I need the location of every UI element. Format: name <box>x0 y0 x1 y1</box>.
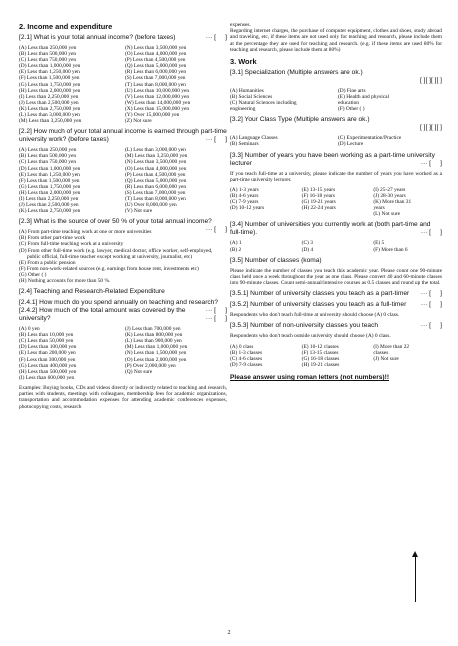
option-item: (B) Social Sciences <box>230 94 273 101</box>
question-3-5-note: Please indicate the number of classes you teach this academic year. Please count one 90-minute class held once a week throughout the year as one class. Please convert 40 and 60-minute classes into 90-minute classes. Count semi-annual/intensive courses as 0.5 classes and round up the total. <box>230 267 442 287</box>
option-item: (F) Other ( ) <box>338 106 365 113</box>
option-item: (G) Less than 1,750,000 yen <box>19 183 81 190</box>
option-item: (A) Language Classes <box>230 135 278 142</box>
option-item: (C) Natural Sciences including <box>230 100 297 107</box>
option-item: (D) 4 <box>301 246 314 253</box>
question-2-2-options <box>19 147 227 214</box>
option-item: (B) From other part-time work <box>19 235 86 242</box>
option-item: (Y) Over 15,000,000 yen <box>125 112 180 119</box>
option-item: (G) 16-18 classes <box>301 355 340 362</box>
option-item: (K) More than 31 <box>373 199 412 206</box>
left-column <box>19 22 227 414</box>
option-item: (D) 7-9 classes <box>230 361 263 368</box>
question-3-5-3-note: Respondents who don't teach outside university should choose (A) 0 class. <box>230 333 391 340</box>
option-item: (C) Less than 50,000 yen <box>19 338 74 345</box>
option-item: (F) More than 6 <box>373 246 408 253</box>
option-item: engineering <box>230 106 256 113</box>
option-item: (E) Less than 1,250,000 yen <box>19 69 80 76</box>
option-item: (B) Seminars <box>230 141 259 148</box>
answer-box-multi[interactable]: [ ][ ][ ][ ] <box>420 124 442 132</box>
option-item: (O) Less than 2,000,000 yen <box>125 356 187 363</box>
examples-text: Examples: Buying books, CDs and videos directly or indirectly related to teaching and research, parties with students, meetings with colleagues, membership fees for academic organizations, transportation and accommodation expenses for attending academic conferences expenses, photocopying costs, research <box>19 384 227 410</box>
option-item: (B) 1-3 classes <box>230 349 263 356</box>
option-item: (Z) Not sure <box>125 118 152 125</box>
option-item: (C) From full-time teaching work at a university <box>19 241 124 248</box>
option-item: (A) 1-3 years <box>230 186 259 193</box>
option-item: (P) Over 2,000,000 yen <box>125 362 176 369</box>
option-item: (C) Less than 750,000 yen <box>19 57 77 64</box>
option-item: (C) Experimentation/Practice <box>338 135 402 142</box>
right-column <box>230 22 442 381</box>
question-3-5-2-note: Respondents who don't teach full-time at university should choose (A) 0 class. <box>230 312 400 319</box>
option-item: (H) Less than 500,000 yen <box>19 368 77 375</box>
option-item <box>125 375 227 381</box>
option-item: (F) 13-15 classes <box>301 349 339 356</box>
option-item: (A) Humanities <box>230 88 264 95</box>
question-3-5-options <box>230 344 442 368</box>
option-item: (N) Less than 3,500,000 yen <box>125 159 187 166</box>
answer-box[interactable]: ··· [ ] <box>420 322 442 330</box>
option-item: (L) Less than 900,000 yen <box>125 338 182 345</box>
option-item: (N) Less than 1,500,000 yen <box>125 350 187 357</box>
option-item: (B) 4-6 years <box>230 193 259 200</box>
option-item: (B) Less than 10,000 yen <box>19 332 74 339</box>
question-3-5-1: [3.5.1] Number of university classes you teach as a part-timer ··· [ ] <box>230 290 442 298</box>
option-item: (Q) Less than 5,000,000 yen <box>125 63 187 70</box>
option-item: (J) Less than 2,500,000 yen <box>19 202 79 209</box>
section-title-income: 2. Income and expenditure <box>19 22 113 31</box>
question-3-2: [3.2] Your Class Type (Multiple answers are ok.) <box>230 116 370 124</box>
option-item: (D) Less than 1,000,000 yen <box>19 63 81 70</box>
option-item: (Q) Not sure <box>125 368 153 375</box>
option-item: (B) Less than 500,000 yen <box>19 51 77 58</box>
option-item: (B) 2 <box>230 246 242 253</box>
option-item: (G) 19-21 years <box>301 199 336 206</box>
option-item: (L) Less than 3,000,000 yen <box>19 112 80 119</box>
answer-box[interactable]: ··· [ ] <box>420 290 442 298</box>
question-3-1: [3.1] Specialization (Multiple answers are ok.) <box>230 69 363 77</box>
option-item: (V) Not sure <box>125 208 153 215</box>
option-item: (A) 1 <box>230 240 242 247</box>
option-item: (G) Other ( ) <box>19 271 47 278</box>
option-item: (M) Less than 1,000,000 yen <box>125 344 188 351</box>
section-title-classes: [3.5] Number of classes (koma) <box>230 256 322 264</box>
option-item <box>302 211 371 217</box>
question-3-5-3: [3.5.3] Number of non-university classes you teach ··· [ ] <box>230 322 442 330</box>
option-item: (K) Less than 2,750,000 yen <box>19 208 81 215</box>
option-item <box>373 362 442 368</box>
option-item: (M) Less than 3,250,000 yen <box>125 153 188 160</box>
page-number: 2 <box>227 630 231 636</box>
option-item: (U) Less than 10,000,000 yen <box>125 87 190 94</box>
option-item: (I) Less than 2,250,000 yen <box>19 93 79 100</box>
answer-box[interactable]: ··· [ ] <box>205 226 227 234</box>
option-item: (R) Less than 6,000,000 yen <box>125 183 187 190</box>
question-2-4-1: [2.4.1] How much do you spend annually on teaching and research? ··· [ ] <box>19 299 227 315</box>
option-item: (H) 22-24 years <box>301 205 336 212</box>
option-item: (F) Less than 300,000 yen <box>19 356 76 363</box>
question-2-2: [2.2] How much of your total annual income is earned through part-time university work? (before taxes) ··· [ ] <box>19 128 227 144</box>
option-item: (E) 5 <box>373 240 385 247</box>
option-item: (U) Over 8,000,000 yen <box>125 202 177 209</box>
option-item: (E) Health and physical <box>338 94 390 101</box>
option-item: (A) From part-time teaching work at one or more universities <box>19 229 152 236</box>
option-item: (O) Less than 4,000,000 yen <box>125 165 187 172</box>
option-item: (H) Nothing accounts for more than 50 %. <box>19 278 111 284</box>
option-item: (A) 0 class <box>230 343 254 350</box>
question-3-4-options <box>230 240 442 252</box>
question-3-3-note: If you teach full-time at a university, please indicate the number of years you have worked as a part-time university lecturer. <box>230 170 442 183</box>
option-item: (L) Not sure <box>373 211 400 218</box>
question-2-3: [2.3] What is the source of over 50 % of your total annual income? ··· [ ] <box>19 218 227 234</box>
option-item: (C) Less than 750,000 yen <box>19 159 77 166</box>
option-item: (B) Less than 500,000 yen <box>19 153 77 160</box>
option-item: (F) Less than 1,500,000 yen <box>19 177 80 184</box>
option-item <box>230 211 299 217</box>
option-item: (F) 16-18 years <box>301 193 335 200</box>
question-3-3-options <box>230 187 442 217</box>
answer-box[interactable]: ··· [ ] <box>420 301 442 309</box>
answer-box-multi[interactable]: [ ][ ][ ][ ] <box>420 77 442 85</box>
option-item: (E) From a public pension <box>19 259 76 266</box>
question-2-1-options <box>19 45 227 124</box>
answer-box[interactable]: ··· [ ] <box>205 315 227 323</box>
answer-box[interactable]: ··· [ ] <box>420 159 442 167</box>
question-3-4: [3.4] Number of universities you currently work at (both part-time and full-time). ··· [ ] <box>230 221 442 237</box>
option-item: (K) Less than 800,000 yen <box>125 332 183 339</box>
option-item: (O) Less than 4,000,000 yen <box>125 51 187 58</box>
question-2-4-options <box>19 326 227 381</box>
answer-box[interactable]: ··· [ ] <box>205 34 227 41</box>
option-item: (Q) Less than 5,000,000 yen <box>125 177 187 184</box>
option-item: (A) 0 yen <box>19 326 40 333</box>
option-item: (E) 13-15 years <box>301 186 336 193</box>
option-item: (G) Less than 400,000 yen <box>19 362 77 369</box>
option-item: (R) Less than 6,000,000 yen <box>125 69 187 76</box>
option-item: (M) Less than 3,250,000 yen <box>19 118 82 125</box>
option-item: (K) Less than 2,750,000 yen <box>19 105 81 112</box>
option-item: (C) 4-6 classes <box>230 355 263 362</box>
section-title-work: 3. Work <box>230 57 257 67</box>
option-item: (H) Less than 2,000,000 yen <box>19 87 81 94</box>
option-item: (I) More than 22 <box>373 343 410 350</box>
option-item: (P) Less than 4,500,000 yen <box>125 57 186 64</box>
option-item: (D) Less than 100,000 yen <box>19 344 77 351</box>
option-item: (C) 7-9 years <box>230 199 259 206</box>
question-2-3-options <box>19 229 227 284</box>
option-item: (H) 19-21 classes <box>301 361 340 368</box>
option-item: (V) Less than 12,000,000 yen <box>125 93 190 100</box>
option-item: (E) 10-12 classes <box>301 343 339 350</box>
answer-box[interactable]: ··· [ ] <box>205 307 227 315</box>
option-item: classes <box>373 349 389 356</box>
option-item: (D) Fine arts <box>338 88 366 95</box>
arrow-up-icon <box>415 556 416 602</box>
option-item: (H) Less than 2,000,000 yen <box>19 189 81 196</box>
section-title-expenditure: [2.4] Teaching and Research-Related Expenditure <box>19 288 165 296</box>
question-2-4-2: [2.4.2] How much of the total amount was covered by the university? ··· [ ] <box>19 307 227 323</box>
option-item: (I) Less than 600,000 yen <box>19 374 75 381</box>
option-item: (A) Less than 250,000 yen <box>19 147 77 154</box>
option-item: (A) Less than 250,000 yen <box>19 45 77 51</box>
option-item: (T) Less than 8,000,000 yen <box>125 81 186 88</box>
option-item: (D) From other full-time work (e.g. lawyer, medical doctor, office worker, self-employed, public official, full-time teacher except working at university, journalist, etc) <box>19 247 213 260</box>
question-3-2-options <box>230 135 442 147</box>
option-item: (D) Less than 1,000,000 yen <box>19 165 81 172</box>
option-item: (J) Less than 700,000 yen <box>125 326 181 333</box>
option-item: (J) 28-30 years <box>373 193 406 200</box>
option-item: (T) Less than 8,000,000 yen <box>125 195 186 202</box>
option-item: (X) Less than 15,000,000 yen <box>125 105 190 112</box>
option-item: (I) Less than 2,250,000 yen <box>19 195 79 202</box>
option-item: (S) Less than 7,000,000 yen <box>125 75 186 82</box>
option-item: (E) Less than 1,250,000 yen <box>19 171 80 178</box>
question-2-1: [2.1] What is your total annual income? (before taxes) ··· [ ] <box>19 34 227 41</box>
option-item: (C) 3 <box>301 240 313 247</box>
answer-box[interactable]: ··· [ ] <box>420 229 442 237</box>
option-item: (N) Less than 3,500,000 yen <box>125 45 187 51</box>
option-item: (J) Not sure <box>373 355 399 362</box>
option-item: (P) Less than 4,500,000 yen <box>125 171 186 178</box>
answer-box[interactable]: ··· [ ] <box>205 136 227 144</box>
option-item: (J) Less than 2,500,000 yen <box>19 99 79 106</box>
option-item: (D) Lecture <box>338 141 364 148</box>
option-item: (G) Less than 1,750,000 yen <box>19 81 81 88</box>
question-3-3: [3.3] Number of years you have been working as a part-time university lecturer ··· [ ] <box>230 151 442 167</box>
option-item: (F) Less than 1,500,000 yen <box>19 75 80 82</box>
instruction-roman-letters: Please answer using roman letters (not numbers)!! <box>230 374 390 382</box>
option-item: (I) 25-27 years <box>373 186 406 193</box>
option-item: (L) Less than 3,000,000 yen <box>125 147 186 154</box>
question-3-1-options <box>230 88 442 112</box>
continued-text: expenses. Regarding internet charges, the purchase of computer equipment, clothes and shoes, study abroad and traveling, etc, if these items are not used only for teaching and research, please include them at the percentage they are used for teaching and research. (e.g. if these items are used 80% for teaching and research, please include them at 80%) <box>230 22 442 53</box>
question-3-5-2: [3.5.2] Number of university classes you teach as a full-timer ··· [ ] <box>230 301 442 309</box>
option-item: (W) Less than 14,000,000 yen <box>125 99 191 106</box>
option-item: years <box>373 205 385 212</box>
option-item: (E) Less than 200,000 yen <box>19 350 76 357</box>
option-item: (F) From non-work-related sources (e.g. earnings from house rent, investments etc) <box>19 265 199 272</box>
option-item: education <box>338 100 359 107</box>
option-item: (S) Less than 7,000,000 yen <box>125 189 186 196</box>
option-item: (D) 10-12 years <box>230 205 265 212</box>
